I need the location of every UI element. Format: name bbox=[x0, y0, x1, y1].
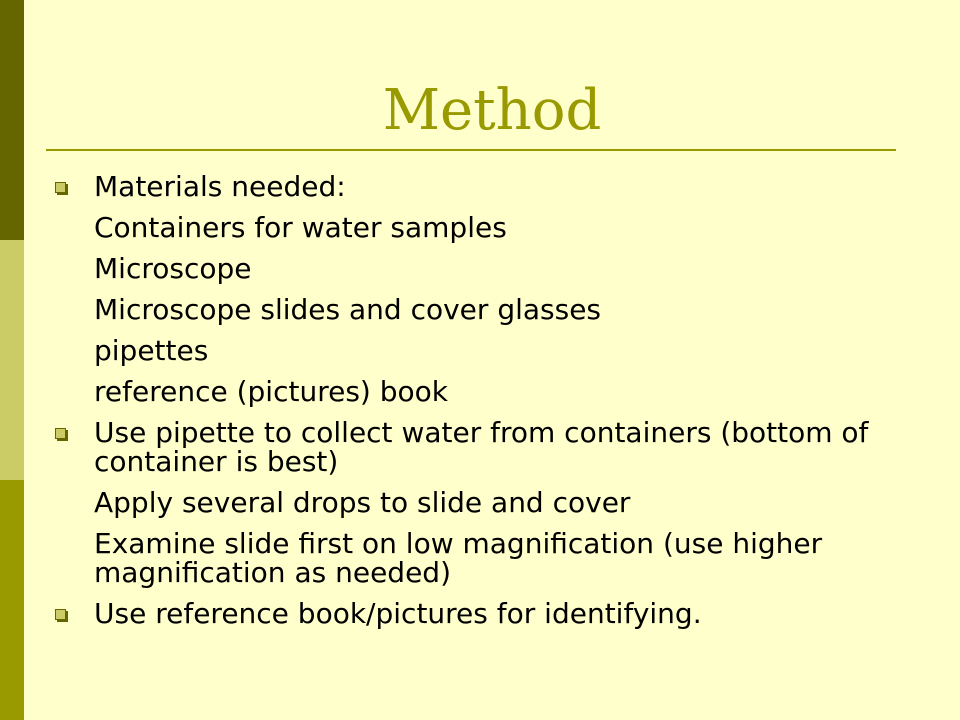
title-divider bbox=[46, 149, 896, 151]
slide-body-list bbox=[52, 172, 932, 640]
square-bullet-icon bbox=[55, 428, 66, 439]
list-item bbox=[52, 599, 932, 628]
item-text: Apply several drops to slide and cover bbox=[94, 486, 631, 519]
list-item bbox=[52, 377, 932, 406]
list-item bbox=[52, 213, 932, 242]
item-text: Use reference book/pictures for identifying. bbox=[94, 597, 702, 630]
item-text: pipettes bbox=[94, 334, 209, 367]
item-text: Microscope bbox=[94, 252, 252, 285]
list-item bbox=[52, 336, 932, 365]
item-text: Use pipette to collect water from containers (bottom of container is best) bbox=[94, 416, 869, 478]
slide-title: Method bbox=[382, 78, 602, 143]
list-item bbox=[52, 172, 932, 201]
item-text: Containers for water samples bbox=[94, 211, 507, 244]
item-text: Examine slide first on low magnification (use higher magnification as needed) bbox=[94, 527, 823, 589]
side-bar-bottom bbox=[0, 480, 24, 720]
square-bullet-icon bbox=[55, 609, 66, 620]
list-item bbox=[52, 254, 932, 283]
item-text: reference (pictures) book bbox=[94, 375, 448, 408]
square-bullet-icon bbox=[55, 182, 66, 193]
list-item bbox=[52, 529, 932, 587]
item-text: Materials needed: bbox=[94, 170, 346, 203]
side-bar-top bbox=[0, 0, 24, 240]
list-item bbox=[52, 418, 932, 476]
side-bar-middle bbox=[0, 240, 24, 480]
list-item bbox=[52, 488, 932, 517]
item-text: Microscope slides and cover glasses bbox=[94, 293, 602, 326]
list-item bbox=[52, 295, 932, 324]
